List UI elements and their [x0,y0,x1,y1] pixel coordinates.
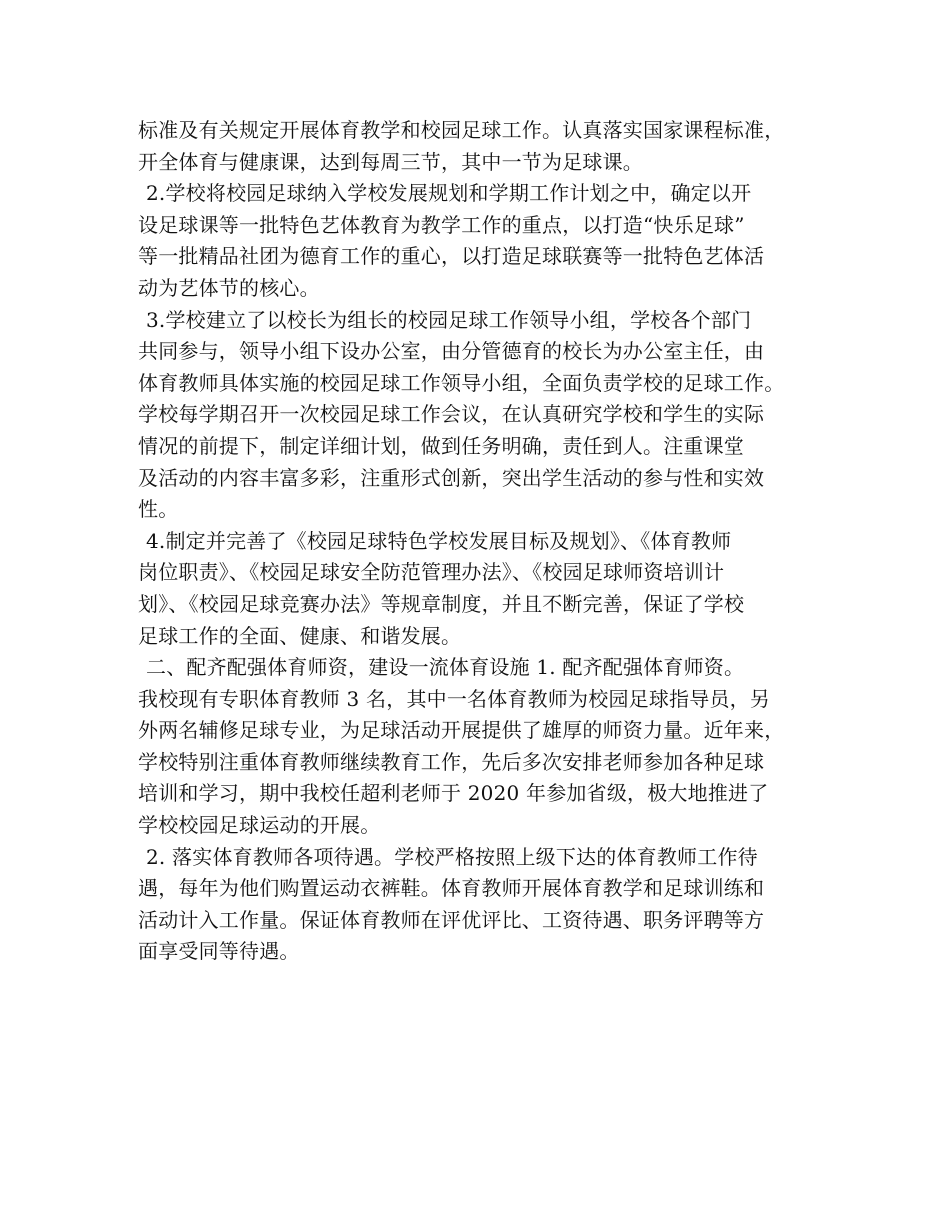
text-line: 性。 [138,497,179,522]
text-line: 培训和学习，期中我校任超利老师于 2020 年参加省级，极大地推进了 [138,781,769,806]
text-line: 岗位职责》、《校园足球安全防范管理办法》、《校园足球师资培训计 [138,560,725,585]
text-line: 动为艺体节的核心。 [138,275,320,300]
text-line: 足球工作的全面、健康、和谐发展。 [138,623,462,648]
text-line: 划》、《校园足球竞赛办法》等规章制度，并且不断完善，保证了学校 [138,591,745,616]
text-line: 学校每学期召开一次校园足球工作会议，在认真研究学校和学生的实际 [138,402,765,427]
text-line: 活动计入工作量。保证体育教师在评优评比、工资待遇、职务评聘等方 [138,907,765,932]
text-line: 及活动的内容丰富多彩，注重形式创新，突出学生活动的参与性和实效 [138,465,765,490]
paragraph-start-line: 2.学校将校园足球纳入学校发展规划和学期工作计划之中，确定以开 [146,181,752,206]
text-line: 遇，每年为他们购置运动衣裤鞋。体育教师开展体育教学和足球训练和 [138,876,765,901]
text-line: 学校特别注重体育教师继续教育工作，先后多次安排老师参加各种足球 [138,749,765,774]
text-line: 情况的前提下，制定详细计划，做到任务明确，责任到人。注重课堂 [138,433,744,458]
text-line: 我校现有专职体育教师 3 名，其中一名体育教师为校园足球指导员，另 [138,686,771,711]
text-line: 等一批精品社团为德育工作的重心，以打造足球联赛等一批特色艺体活 [138,244,765,269]
document-page [138,115,828,968]
paragraph-start-line: 2. 落实体育教师各项待遇。学校严格按照上级下达的体育教师工作待 [146,844,758,869]
text-line: 学校校园足球运动的开展。 [138,813,381,838]
text-line: 体育教师具体实施的校园足球工作领导小组，全面负责学校的足球工作。 [138,370,785,395]
text-line: 共同参与，领导小组下设办公室，由分管德育的校长为办公室主任，由 [138,339,765,364]
text-line: 开全体育与健康课，达到每周三节，其中一节为足球课。 [138,149,643,174]
text-line: 标准及有关规定开展体育教学和校园足球工作。认真落实国家课程标准， [138,118,785,142]
text-line: 外两名辅修足球专业，为足球活动开展提供了雄厚的师资力量。近年来， [138,718,785,743]
paragraph-start-line: 4.制定并完善了《校园足球特色学校发展目标及规划》、《体育教师 [146,528,732,553]
text-line: 面享受同等待遇。 [138,939,300,964]
section-heading-line: 二、配齐配强体育师资，建设一流体育设施 1. 配齐配强体育师资。 [146,655,745,680]
paragraph-start-line: 3.学校建立了以校长为组长的校园足球工作领导小组，学校各个部门 [146,307,752,332]
text-line: 设足球课等一批特色艺体教育为教学工作的重点，以打造“快乐足球” [138,212,745,237]
